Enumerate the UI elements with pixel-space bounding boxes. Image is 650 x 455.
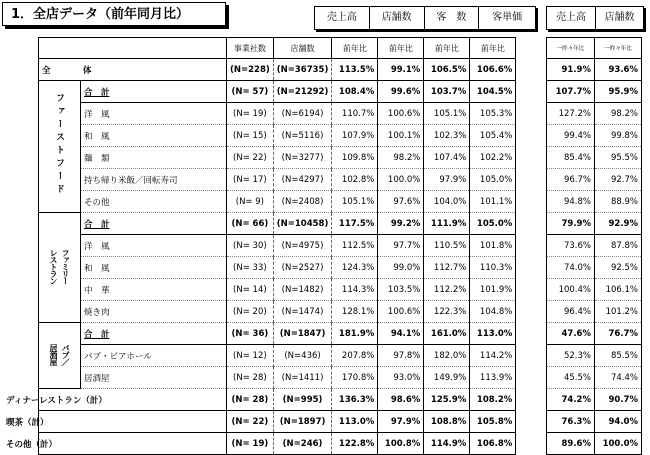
row-label: 合 計 (81, 81, 227, 103)
yoy-value: 112.5% (332, 235, 378, 257)
side-value: 85.5% (595, 345, 642, 367)
side-value: 94.0% (595, 411, 642, 433)
side-value: 100.0% (595, 433, 642, 455)
company-count: (N=228) (227, 59, 274, 81)
company-count: (N= 36) (227, 323, 274, 345)
header-unit-price: 客単価 (492, 12, 523, 23)
table-row (39, 191, 516, 213)
side-value: 99.8% (595, 125, 642, 147)
yoy-value: 100.6% (378, 301, 424, 323)
col-head-0: 事業社数 (227, 38, 274, 59)
row-label: 全 体 (39, 59, 227, 81)
yoy-value: 100.8% (378, 433, 424, 455)
side-value: 74.2% (547, 389, 595, 411)
side-value: 91.9% (547, 59, 595, 81)
side-value: 79.9% (547, 213, 595, 235)
yoy-value: 99.6% (378, 81, 424, 103)
yoy-value: 93.0% (378, 367, 424, 389)
side-value: 74.0% (547, 257, 595, 279)
side-value: 99.4% (547, 125, 595, 147)
yoy-value: 98.2% (378, 147, 424, 169)
yoy-value: 122.3% (424, 301, 470, 323)
table-row (39, 301, 516, 323)
yoy-value: 107.9% (332, 125, 378, 147)
yoy-value: 104.0% (424, 191, 470, 213)
yoy-value: 109.8% (332, 147, 378, 169)
table-row (39, 147, 516, 169)
yoy-value: 110.3% (470, 257, 516, 279)
yoy-value: 182.0% (424, 345, 470, 367)
yoy-value: 207.8% (332, 345, 378, 367)
column-head-row (39, 38, 516, 59)
store-count: (N=1411) (273, 367, 332, 389)
yoy-value: 105.1% (332, 191, 378, 213)
side-row (547, 323, 642, 345)
side-row (547, 125, 642, 147)
side-value: 92.7% (595, 169, 642, 191)
yoy-value: 113.9% (470, 367, 516, 389)
company-count: (N= 15) (227, 125, 274, 147)
row-label: 洋 風 (81, 235, 227, 257)
company-count: (N= 12) (227, 345, 274, 367)
yoy-value: 102.3% (424, 125, 470, 147)
yoy-value: 97.8% (378, 345, 424, 367)
side-value: 52.3% (547, 345, 595, 367)
side-row (547, 235, 642, 257)
side-table (546, 37, 642, 455)
company-count: (N= 14) (227, 279, 274, 301)
store-count: (N=2527) (273, 257, 332, 279)
side-value: 76.7% (595, 323, 642, 345)
table-row (39, 389, 516, 411)
header-customers: 客 数 (425, 7, 480, 29)
table-row (39, 103, 516, 125)
side-value: 94.8% (547, 191, 595, 213)
side-value: 92.5% (595, 257, 642, 279)
row-label: ディナーレストラン（計） (3, 389, 191, 411)
yoy-value: 136.3% (332, 389, 378, 411)
store-count: (N=1482) (273, 279, 332, 301)
yoy-value: 114.3% (332, 279, 378, 301)
store-count: (N=246) (273, 433, 332, 455)
side-value: 87.8% (595, 235, 642, 257)
store-count: (N=4297) (273, 169, 332, 191)
yoy-value: 99.0% (378, 257, 424, 279)
side-value: 95.5% (595, 147, 642, 169)
side-value: 88.9% (595, 191, 642, 213)
row-label: その他 (81, 191, 227, 213)
row-label: 和 風 (81, 125, 227, 147)
yoy-value: 98.6% (378, 389, 424, 411)
header-stores: 店舗数 (370, 7, 425, 29)
table-row (39, 81, 516, 103)
table-row (39, 279, 516, 301)
main-column-header (314, 6, 536, 30)
row-label: 合 計 (81, 323, 227, 345)
company-count: (N= 57) (227, 81, 274, 103)
side-row (547, 411, 642, 433)
yoy-value: 110.7% (332, 103, 378, 125)
yoy-value: 117.5% (332, 213, 378, 235)
side-col-head-1: 一昨々年比 (595, 38, 642, 59)
side-value: 92.9% (595, 213, 642, 235)
store-count: (N=6194) (273, 103, 332, 125)
side-value: 96.4% (547, 301, 595, 323)
row-label: 合 計 (81, 213, 227, 235)
side-value: 106.1% (595, 279, 642, 301)
table-row (39, 59, 516, 81)
side-header-sales: 売上高 (547, 7, 596, 29)
table-row (39, 411, 516, 433)
table-row (39, 367, 516, 389)
yoy-value: 101.1% (470, 191, 516, 213)
side-col-head-0: 一昨々年比 (547, 38, 595, 59)
yoy-value: 105.0% (470, 213, 516, 235)
yoy-value: 100.6% (378, 103, 424, 125)
row-label: 焼き肉 (81, 301, 227, 323)
page-title: 1．全店データ（前年同月比） (2, 2, 226, 26)
side-row (547, 257, 642, 279)
store-count: (N=1897) (273, 411, 332, 433)
side-row (547, 367, 642, 389)
col-head-2: 前年比 (332, 38, 378, 59)
store-count: (N=36735) (273, 59, 332, 81)
side-value: 85.4% (547, 147, 595, 169)
store-count: (N=21292) (273, 81, 332, 103)
company-count: (N= 28) (227, 367, 274, 389)
company-count: (N= 20) (227, 301, 274, 323)
side-value: 127.2% (547, 103, 595, 125)
row-label: 麺 類 (81, 147, 227, 169)
store-count: (N=995) (273, 389, 332, 411)
yoy-value: 101.9% (470, 279, 516, 301)
store-count: (N=3277) (273, 147, 332, 169)
yoy-value: 97.9% (424, 169, 470, 191)
yoy-value: 97.7% (378, 235, 424, 257)
company-count: (N= 17) (227, 169, 274, 191)
yoy-value: 170.8% (332, 367, 378, 389)
category-family: ファミリー レストラン (49, 248, 70, 284)
category-cell (39, 323, 81, 389)
table-row (39, 257, 516, 279)
side-row (547, 301, 642, 323)
store-count: (N=1474) (273, 301, 332, 323)
row-label: その他（計） (3, 433, 191, 455)
yoy-value: 110.5% (424, 235, 470, 257)
side-header-stores: 店舗数 (604, 12, 635, 23)
yoy-value: 114.9% (424, 433, 470, 455)
yoy-value: 99.1% (378, 59, 424, 81)
yoy-value: 94.1% (378, 323, 424, 345)
yoy-value: 103.7% (424, 81, 470, 103)
yoy-value: 107.4% (424, 147, 470, 169)
side-row (547, 103, 642, 125)
yoy-value: 114.2% (470, 345, 516, 367)
yoy-value: 104.5% (470, 81, 516, 103)
yoy-value: 101.8% (470, 235, 516, 257)
yoy-value: 105.1% (424, 103, 470, 125)
table-row (39, 213, 516, 235)
side-value: 93.6% (595, 59, 642, 81)
yoy-value: 102.2% (470, 147, 516, 169)
store-count: (N=2408) (273, 191, 332, 213)
company-count: (N= 19) (227, 103, 274, 125)
yoy-value: 100.0% (378, 169, 424, 191)
side-head-row (547, 38, 642, 59)
yoy-value: 103.5% (378, 279, 424, 301)
store-count: (N=4975) (273, 235, 332, 257)
side-row (547, 213, 642, 235)
company-count: (N= 30) (227, 235, 274, 257)
side-value: 73.6% (547, 235, 595, 257)
side-row (547, 191, 642, 213)
yoy-value: 106.5% (424, 59, 470, 81)
yoy-value: 149.9% (424, 367, 470, 389)
side-value: 107.7% (547, 81, 595, 103)
yoy-value: 112.7% (424, 257, 470, 279)
side-row (547, 59, 642, 81)
store-count: (N=5116) (273, 125, 332, 147)
side-column-header (546, 6, 644, 30)
category-pub: パブ／ 居酒屋 (49, 343, 70, 365)
company-count: (N= 22) (227, 147, 274, 169)
yoy-value: 181.9% (332, 323, 378, 345)
yoy-value: 125.9% (424, 389, 470, 411)
side-value: 76.3% (547, 411, 595, 433)
side-value: 45.5% (547, 367, 595, 389)
yoy-value: 113.0% (332, 411, 378, 433)
yoy-value: 111.9% (424, 213, 470, 235)
yoy-value: 99.2% (378, 213, 424, 235)
main-table (6, 37, 516, 455)
table-row (39, 345, 516, 367)
yoy-value: 108.8% (424, 411, 470, 433)
company-count: (N= 28) (227, 389, 274, 411)
row-label: 喫茶（計） (3, 411, 191, 433)
col-head-4: 前年比 (424, 38, 470, 59)
side-value: 96.7% (547, 169, 595, 191)
row-label: パブ・ビアホール (81, 345, 227, 367)
table-row (39, 323, 516, 345)
yoy-value: 124.3% (332, 257, 378, 279)
col-head-3: 前年比 (378, 38, 424, 59)
store-count: (N=10458) (273, 213, 332, 235)
company-count: (N= 66) (227, 213, 274, 235)
side-row (547, 433, 642, 455)
side-value: 95.9% (595, 81, 642, 103)
yoy-value: 112.2% (424, 279, 470, 301)
category-cell (39, 213, 81, 323)
store-count: (N=436) (273, 345, 332, 367)
row-label: 和 風 (81, 257, 227, 279)
head-blank (39, 38, 227, 59)
yoy-value: 104.8% (470, 301, 516, 323)
row-label: 持ち帰り米飯／回転寿司 (81, 169, 227, 191)
side-value: 74.4% (595, 367, 642, 389)
side-value: 100.4% (547, 279, 595, 301)
side-value: 101.2% (595, 301, 642, 323)
yoy-value: 122.8% (332, 433, 378, 455)
yoy-value: 161.0% (424, 323, 470, 345)
yoy-value: 97.9% (378, 411, 424, 433)
company-count: (N= 19) (227, 433, 274, 455)
yoy-value: 102.8% (332, 169, 378, 191)
table-row (39, 433, 516, 455)
table-row (39, 125, 516, 147)
category-fastfood: ファーストフード (54, 93, 64, 197)
side-row (547, 345, 642, 367)
col-head-5: 前年比 (470, 38, 516, 59)
row-label: 中 華 (81, 279, 227, 301)
yoy-value: 128.1% (332, 301, 378, 323)
company-count: (N= 22) (227, 411, 274, 433)
yoy-value: 108.4% (332, 81, 378, 103)
yoy-value: 106.6% (470, 59, 516, 81)
header-sales: 売上高 (315, 7, 370, 29)
side-row (547, 81, 642, 103)
side-value: 98.2% (595, 103, 642, 125)
category-cell (39, 81, 81, 213)
store-count: (N=1847) (273, 323, 332, 345)
side-value: 47.6% (547, 323, 595, 345)
company-count: (N= 33) (227, 257, 274, 279)
yoy-value: 105.4% (470, 125, 516, 147)
side-row (547, 147, 642, 169)
table-row (39, 169, 516, 191)
yoy-value: 105.0% (470, 169, 516, 191)
row-label: 洋 風 (81, 103, 227, 125)
side-row (547, 169, 642, 191)
yoy-value: 100.1% (378, 125, 424, 147)
table-row (39, 235, 516, 257)
yoy-value: 105.8% (470, 411, 516, 433)
yoy-value: 105.3% (470, 103, 516, 125)
yoy-value: 113.5% (332, 59, 378, 81)
side-value: 90.7% (595, 389, 642, 411)
col-head-1: 店舗数 (273, 38, 332, 59)
side-value: 89.6% (547, 433, 595, 455)
yoy-value: 106.8% (470, 433, 516, 455)
yoy-value: 108.2% (470, 389, 516, 411)
company-count: (N= 9) (227, 191, 274, 213)
yoy-value: 97.6% (378, 191, 424, 213)
side-row (547, 389, 642, 411)
row-label: 居酒屋 (81, 367, 227, 389)
side-row (547, 279, 642, 301)
yoy-value: 113.0% (470, 323, 516, 345)
